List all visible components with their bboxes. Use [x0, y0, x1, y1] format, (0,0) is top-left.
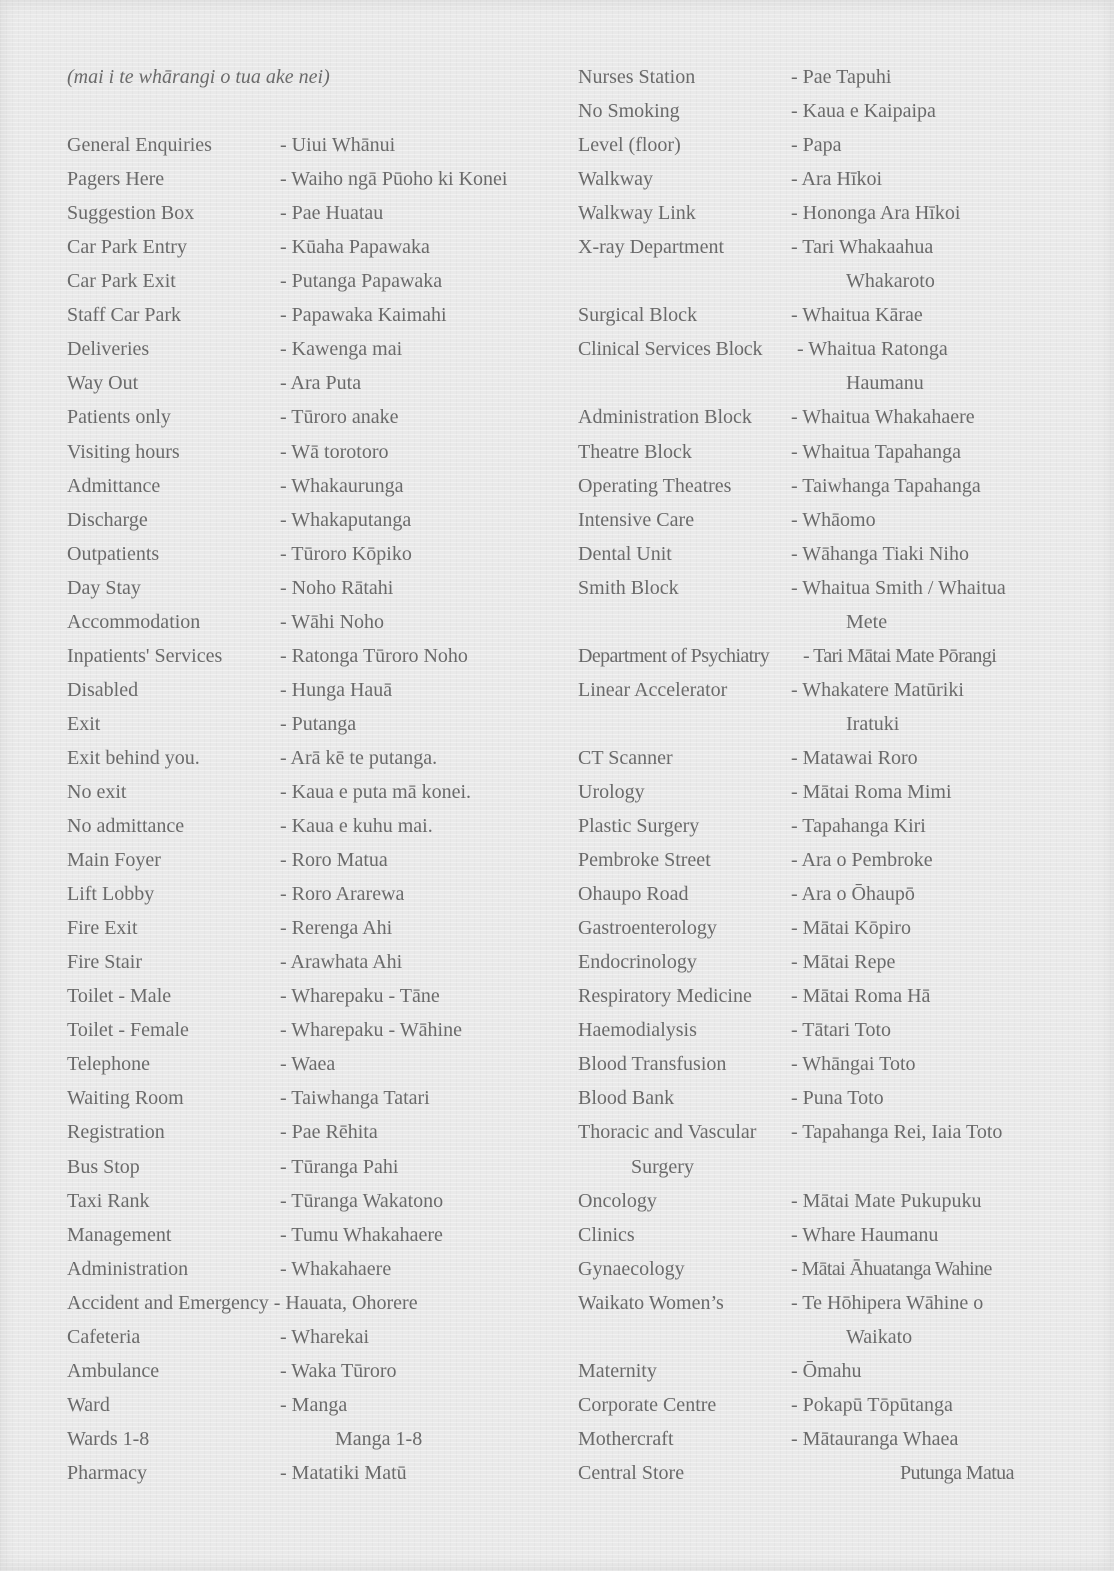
- maori-term: - Waiho ngā Pūoho ki Konei: [280, 168, 508, 191]
- english-term: Surgical Block: [578, 304, 698, 327]
- english-term: Blood Bank: [578, 1087, 675, 1110]
- maori-term: Putunga Matua: [900, 1461, 1014, 1484]
- english-term: Central Store: [578, 1461, 685, 1484]
- english-term: Mothercraft: [578, 1427, 674, 1450]
- english-term: Disabled: [67, 678, 139, 701]
- english-term: Clinical Services Block: [578, 338, 763, 361]
- term-row: [67, 1354, 537, 1388]
- english-term: Theatre Block: [578, 440, 692, 463]
- english-term: Toilet - Female: [67, 1019, 189, 1042]
- term-row: [67, 537, 537, 571]
- english-term: Wards 1-8: [67, 1427, 150, 1450]
- english-term: Corporate Centre: [578, 1393, 717, 1416]
- maori-term: - Whare Haumanu: [791, 1223, 939, 1246]
- maori-term: - Pae Rēhita: [280, 1121, 378, 1144]
- maori-term: - Hononga Ara Hīkoi: [791, 202, 961, 225]
- english-term: Walkway Link: [578, 202, 696, 225]
- maori-term: - Wharepaku - Wāhine: [280, 1019, 462, 1042]
- english-term: Maternity: [578, 1359, 657, 1382]
- term-row: [578, 298, 1048, 332]
- term-row: [67, 945, 537, 979]
- english-term: No exit: [67, 780, 127, 803]
- maori-term: - Papawaka Kaimahi: [280, 304, 447, 327]
- english-term: Gynaecology: [578, 1257, 685, 1280]
- english-term: Pharmacy: [67, 1461, 147, 1484]
- english-term: Lift Lobby: [67, 883, 155, 906]
- english-term: Fire Stair: [67, 951, 142, 974]
- maori-term: - Ratonga Tūroro Noho: [280, 644, 468, 667]
- term-row: [67, 469, 537, 503]
- maori-term: - Mātauranga Whaea: [791, 1427, 959, 1450]
- term-row: [67, 843, 537, 877]
- english-term: Smith Block: [578, 576, 679, 599]
- maori-term: - Matawai Roro: [791, 746, 918, 769]
- maori-term: - Whaitua Kārae: [791, 304, 923, 327]
- english-term: Gastroenterology: [578, 917, 717, 940]
- english-term: Visiting hours: [67, 440, 180, 463]
- maori-term: - Tapahanga Rei, Iaia Toto: [791, 1121, 1003, 1144]
- english-term: Bus Stop: [67, 1155, 140, 1178]
- term-row: [578, 1320, 1048, 1354]
- english-term: Pagers Here: [67, 168, 165, 191]
- english-term: Inpatients' Services: [67, 644, 223, 667]
- term-row: [578, 911, 1048, 945]
- term-row: [578, 741, 1048, 775]
- term-row: [578, 128, 1048, 162]
- term-row: [67, 673, 537, 707]
- maori-term: - Roro Ararewa: [280, 883, 405, 906]
- maori-term: - Kūaha Papawaka: [280, 236, 430, 259]
- english-term: Way Out: [67, 372, 139, 395]
- maori-term: - Rerenga Ahi: [280, 917, 393, 940]
- term-row: [67, 1047, 537, 1081]
- maori-term: - Pae Tapuhi: [791, 66, 892, 88]
- english-term: General Enquiries: [67, 134, 212, 157]
- term-row: [578, 1286, 1048, 1320]
- term-row: [578, 571, 1048, 605]
- english-term: No admittance: [67, 815, 185, 838]
- term-row: [67, 264, 537, 298]
- term-row: [578, 1047, 1048, 1081]
- english-term: Walkway: [578, 168, 654, 191]
- term-row: [578, 1422, 1048, 1456]
- maori-term: - Arā kē te putanga.: [280, 746, 438, 769]
- maori-term: - Tapahanga Kiri: [791, 815, 926, 838]
- english-term: Ward: [67, 1393, 110, 1416]
- term-row: [67, 503, 537, 537]
- term-row: [67, 298, 537, 332]
- maori-term: - Kaua e puta mā konei.: [280, 780, 472, 803]
- term-row: [67, 230, 537, 264]
- english-term: Plastic Surgery: [578, 815, 700, 838]
- maori-term: - Whakaputanga: [280, 508, 412, 531]
- maori-term: - Wāhi Noho: [280, 610, 385, 633]
- maori-term: - Mātai Kōpiro: [791, 917, 911, 940]
- maori-term: - Putanga Papawaka: [280, 270, 443, 293]
- term-row: [578, 1388, 1048, 1422]
- maori-term: - Kawenga mai: [280, 338, 403, 361]
- term-row: [578, 1115, 1048, 1149]
- term-row: [578, 945, 1048, 979]
- maori-term: Manga 1-8: [335, 1427, 423, 1450]
- term-row: [578, 639, 1048, 673]
- term-row: [578, 673, 1048, 707]
- english-term: Pembroke Street: [578, 849, 711, 872]
- term-row: [67, 605, 537, 639]
- maori-term: - Noho Rātahi: [280, 576, 394, 599]
- term-row: [67, 979, 537, 1013]
- term-row: [67, 366, 537, 400]
- term-row: [67, 809, 537, 843]
- maori-term: - Matatiki Matū: [280, 1461, 407, 1484]
- term-row: [578, 366, 1048, 400]
- maori-term: - Whakatere Matūriki: [791, 678, 964, 701]
- maori-term: Waikato: [846, 1325, 913, 1348]
- maori-term: - Wāhanga Tiaki Niho: [791, 542, 969, 565]
- term-row: [67, 1320, 537, 1354]
- maori-term: - Ara o Ōhaupō: [791, 883, 915, 906]
- maori-term: - Mātai Mate Pukupuku: [791, 1189, 982, 1212]
- english-term: Toilet - Male: [67, 985, 172, 1008]
- maori-term: Haumanu: [846, 372, 924, 395]
- english-term: Blood Transfusion: [578, 1053, 727, 1076]
- term-row: [578, 332, 1048, 366]
- maori-term: - Hunga Hauā: [280, 678, 393, 701]
- english-term: Patients only: [67, 406, 171, 429]
- term-row: [67, 435, 537, 469]
- maori-term: - Kaua e kuhu mai.: [280, 815, 433, 838]
- term-row: [578, 196, 1048, 230]
- term-row: [578, 230, 1048, 264]
- maori-term: - Whaitua Tapahanga: [791, 440, 962, 463]
- english-term: Ambulance: [67, 1359, 160, 1382]
- maori-term: - Whaitua Smith / Whaitua: [791, 576, 1006, 599]
- term-row: [578, 605, 1048, 639]
- maori-term: - Manga: [280, 1393, 348, 1416]
- maori-term: - Uiui Whānui: [280, 134, 396, 157]
- maori-term: - Mātai Roma Hā: [791, 985, 931, 1008]
- maori-term: - Tātari Toto: [791, 1019, 892, 1042]
- term-row: [67, 707, 537, 741]
- maori-term: - Wharekai: [280, 1325, 370, 1348]
- english-term: Waiting Room: [67, 1087, 184, 1110]
- term-row: [67, 332, 537, 366]
- maori-term: - Pokapū Tōpūtanga: [791, 1393, 953, 1416]
- term-row: [578, 60, 1048, 94]
- term-row: [67, 1218, 537, 1252]
- maori-term: - Whāngai Toto: [791, 1053, 916, 1076]
- term-row: [67, 775, 537, 809]
- maori-term: - Papa: [791, 134, 842, 157]
- english-term: Main Foyer: [67, 849, 161, 872]
- english-term: Ohaupo Road: [578, 883, 689, 906]
- english-term: Intensive Care: [578, 508, 695, 531]
- english-term: Endocrinology: [578, 951, 697, 974]
- heading-row: [67, 60, 537, 94]
- english-term: Telephone: [67, 1053, 151, 1076]
- english-term: Administration Block: [578, 406, 752, 429]
- english-term: Outpatients: [67, 542, 160, 565]
- left-column: [67, 60, 537, 1490]
- blank-row: [67, 94, 537, 128]
- maori-term: - Whaitua Whakahaere: [791, 406, 975, 429]
- term-row: [578, 435, 1048, 469]
- english-term: Car Park Entry: [67, 236, 187, 259]
- maori-term: - Putanga: [280, 712, 357, 735]
- english-term: Admittance: [67, 474, 161, 497]
- term-row: [578, 94, 1048, 128]
- english-term: Registration: [67, 1121, 165, 1144]
- page-heading: (mai i te whārangi o tua ake nei): [67, 66, 330, 88]
- english-term: CT Scanner: [578, 746, 673, 769]
- term-row: [67, 162, 537, 196]
- english-term: Accident and Emergency - Hauata, Ohorere: [67, 1291, 418, 1314]
- english-term: Staff Car Park: [67, 304, 182, 327]
- english-term: Linear Accelerator: [578, 678, 728, 701]
- english-term: Exit behind you.: [67, 746, 200, 769]
- maori-term: - Tari Whakaahua: [791, 236, 934, 259]
- maori-term: - Puna Toto: [791, 1087, 884, 1110]
- term-row: [578, 877, 1048, 911]
- maori-term: - Whāomo: [791, 508, 876, 531]
- term-row: [67, 911, 537, 945]
- term-row: [67, 1150, 537, 1184]
- left-term-list: [67, 128, 537, 1490]
- term-row: [67, 1115, 537, 1149]
- maori-term: - Whakaurunga: [280, 474, 404, 497]
- term-row: [67, 1252, 537, 1286]
- maori-term: - Ara Hīkoi: [791, 168, 883, 191]
- maori-term: - Te Hōhipera Wāhine o: [791, 1291, 984, 1314]
- maori-term: - Wharepaku - Tāne: [280, 985, 440, 1008]
- english-term: Exit: [67, 712, 101, 735]
- english-term: Deliveries: [67, 338, 150, 361]
- maori-term: - Tūroro anake: [280, 406, 399, 429]
- english-term: Department of Psychiatry: [578, 644, 770, 667]
- term-row: [578, 1218, 1048, 1252]
- maori-term: - Roro Matua: [280, 849, 388, 872]
- maori-term: - Tumu Whakahaere: [280, 1223, 443, 1246]
- english-term: Fire Exit: [67, 917, 138, 940]
- term-row: [67, 877, 537, 911]
- english-term: No Smoking: [578, 100, 680, 123]
- right-column: [578, 60, 1048, 1490]
- term-row: [67, 571, 537, 605]
- maori-term: - Kaua e Kaipaipa: [791, 100, 936, 123]
- maori-term: - Taiwhanga Tatari: [280, 1087, 430, 1110]
- english-term: Oncology: [578, 1189, 657, 1212]
- term-row: [578, 1081, 1048, 1115]
- maori-term: - Ara Puta: [280, 372, 362, 395]
- english-term: Haemodialysis: [578, 1019, 697, 1042]
- term-row: [578, 775, 1048, 809]
- maori-term: - Whakahaere: [280, 1257, 392, 1280]
- maori-term: - Mātai Roma Mimi: [791, 780, 952, 803]
- english-term: Waikato Women’s: [578, 1291, 724, 1314]
- english-term: Car Park Exit: [67, 270, 176, 293]
- term-row: [578, 1252, 1048, 1286]
- term-row: [578, 809, 1048, 843]
- term-row: [578, 162, 1048, 196]
- maori-term: - Mātai Āhuatanga Wahine: [791, 1257, 992, 1280]
- english-term: Cafeteria: [67, 1325, 141, 1348]
- maori-term: - Taiwhanga Tapahanga: [791, 474, 981, 497]
- english-term: Discharge: [67, 508, 148, 531]
- maori-term: - Tari Mātai Mate Pōrangi: [803, 644, 997, 667]
- term-row: [578, 843, 1048, 877]
- term-row: [67, 1422, 537, 1456]
- maori-term: - Waka Tūroro: [280, 1359, 397, 1382]
- term-row: [578, 707, 1048, 741]
- term-row: [578, 537, 1048, 571]
- maori-term: - Ara o Pembroke: [791, 849, 933, 872]
- maori-term: - Tūroro Kōpiko: [280, 542, 412, 565]
- english-term: Surgery: [631, 1155, 694, 1178]
- term-row: [578, 1013, 1048, 1047]
- english-term: Day Stay: [67, 576, 141, 599]
- maori-term: Whakaroto: [846, 270, 935, 293]
- term-row: [67, 1456, 537, 1490]
- term-row: [578, 503, 1048, 537]
- term-row: [67, 196, 537, 230]
- term-row: [67, 1184, 537, 1218]
- term-row: [67, 639, 537, 673]
- english-term: Thoracic and Vascular: [578, 1121, 757, 1144]
- term-row: [578, 264, 1048, 298]
- english-term: X-ray Department: [578, 236, 725, 259]
- maori-term: Mete: [846, 610, 888, 633]
- maori-term: - Tūranga Wakatono: [280, 1189, 444, 1212]
- term-row: [578, 1150, 1048, 1184]
- term-row: [578, 400, 1048, 434]
- english-term: Accommodation: [67, 610, 201, 633]
- maori-term: - Waea: [280, 1053, 336, 1076]
- term-row: [578, 1456, 1048, 1490]
- term-row: [578, 1354, 1048, 1388]
- english-term: Operating Theatres: [578, 474, 732, 497]
- maori-term: - Ōmahu: [791, 1359, 862, 1382]
- english-term: Urology: [578, 780, 645, 803]
- english-term: Nurses Station: [578, 66, 696, 88]
- maori-term: - Pae Huatau: [280, 202, 384, 225]
- english-term: Suggestion Box: [67, 202, 195, 225]
- english-term: Management: [67, 1223, 172, 1246]
- term-row: [67, 741, 537, 775]
- term-row: [67, 1388, 537, 1422]
- english-term: Dental Unit: [578, 542, 672, 565]
- term-row: [578, 1184, 1048, 1218]
- term-row: [67, 128, 537, 162]
- english-term: Administration: [67, 1257, 189, 1280]
- english-term: Respiratory Medicine: [578, 985, 752, 1008]
- term-row: [67, 400, 537, 434]
- term-row: [67, 1081, 537, 1115]
- maori-term: - Mātai Repe: [791, 951, 896, 974]
- english-term: Clinics: [578, 1223, 635, 1246]
- maori-term: - Wā torotoro: [280, 440, 389, 463]
- english-term: Level (floor): [578, 134, 681, 157]
- maori-term: - Arawhata Ahi: [280, 951, 403, 974]
- english-term: Taxi Rank: [67, 1189, 150, 1212]
- maori-term: - Tūranga Pahi: [280, 1155, 399, 1178]
- maori-term: Iratuki: [846, 712, 900, 735]
- term-row: [578, 979, 1048, 1013]
- right-term-list: [578, 60, 1048, 1490]
- term-row: [578, 469, 1048, 503]
- term-row: [67, 1013, 537, 1047]
- maori-term: - Whaitua Ratonga: [797, 338, 948, 361]
- term-row: [67, 1286, 537, 1320]
